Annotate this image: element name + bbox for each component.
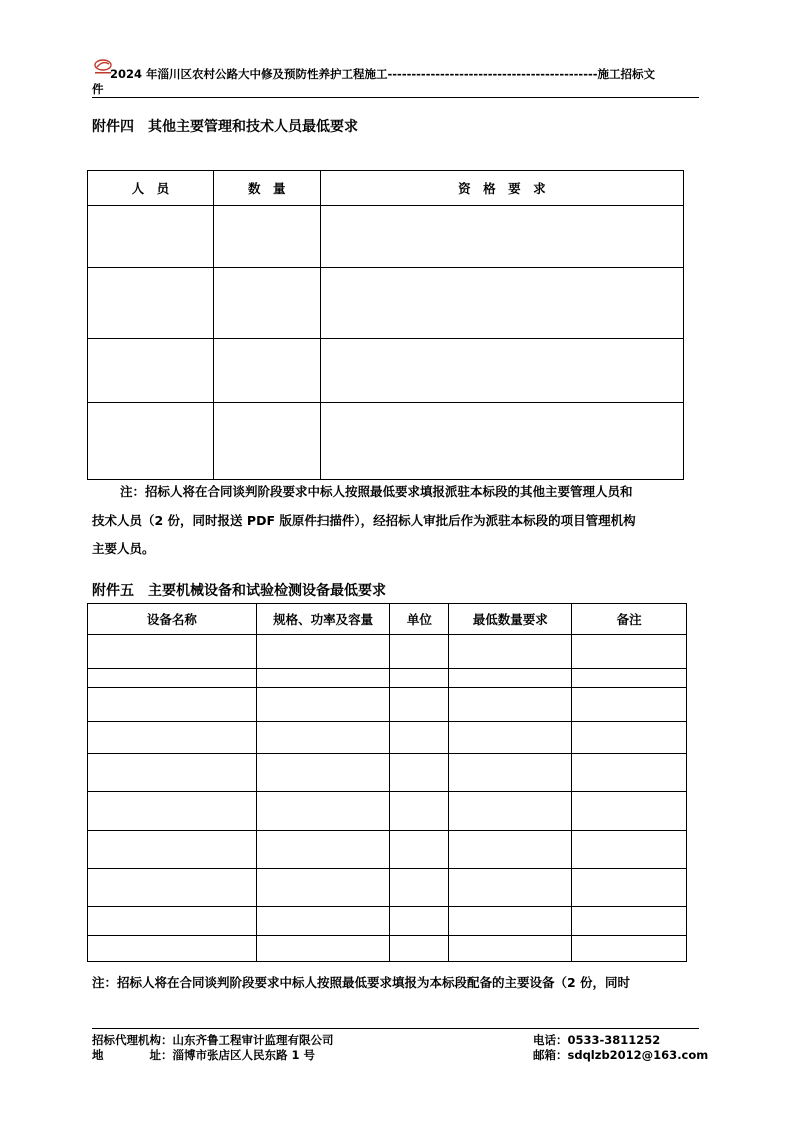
attachment4-note-line3: 主要人员。 <box>92 541 155 556</box>
column-header-equipment-name: 设备名称 <box>88 604 257 635</box>
table-row <box>88 722 687 754</box>
footer-agency-label: 招标代理机构： <box>92 1033 173 1047</box>
attachment5-title: 附件五 主要机械设备和试验检测设备最低要求 <box>92 583 386 599</box>
attachment5-note-line1: 注：招标人将在合同谈判阶段要求中标人按照最低要求填报为本标段配备的主要设备（2 份，同时 <box>92 975 631 990</box>
footer-phone-label: 电话： <box>533 1033 568 1047</box>
footer-phone <box>533 1032 660 1048</box>
footer-agency <box>92 1032 334 1048</box>
column-header-quantity: 数 量 <box>213 171 320 206</box>
table-row <box>88 754 687 792</box>
attachment4-title: 附件四 其他主要管理和技术人员最低要求 <box>92 119 358 135</box>
header-title: 2024 年淄川区农村公路大中修及预防性养护工程施工--------------------------------------------施工招标文 <box>110 67 656 81</box>
table-header-row <box>88 604 687 635</box>
column-header-spec: 规格、功率及容量 <box>256 604 390 635</box>
column-header-personnel: 人 员 <box>88 171 214 206</box>
header-title-continued: 件 <box>92 82 104 96</box>
personnel-table <box>87 170 684 480</box>
header-divider <box>92 97 699 98</box>
footer-agency-value: 山东齐鲁工程审计监理有限公司 <box>172 1033 334 1047</box>
column-header-min-quantity: 最低数量要求 <box>449 604 572 635</box>
attachment4-note-line2: 技术人员（2 份，同时报送 PDF 版原件扫描件），经招标人审批后作为派驻本标段的项目管理机构 <box>92 513 636 528</box>
table-row <box>88 206 684 268</box>
footer-address <box>92 1047 315 1063</box>
column-header-unit: 单位 <box>390 604 449 635</box>
footer-divider <box>92 1028 699 1029</box>
footer-address-value: 淄博市张店区人民东路 1 号 <box>172 1048 316 1062</box>
footer-email-label: 邮箱： <box>533 1048 568 1062</box>
table-row <box>88 907 687 936</box>
footer-phone-value: 0533-3811252 <box>567 1033 661 1047</box>
column-header-remarks: 备注 <box>572 604 687 635</box>
equipment-table <box>87 603 687 962</box>
table-row <box>88 936 687 962</box>
table-row <box>88 831 687 869</box>
table-row <box>88 792 687 831</box>
table-row <box>88 268 684 339</box>
column-header-qualification: 资 格 要 求 <box>320 171 683 206</box>
footer-email <box>533 1047 708 1063</box>
table-row <box>88 403 684 480</box>
table-row <box>88 669 687 688</box>
footer-address-label: 地 址： <box>92 1048 173 1062</box>
attachment4-note-line1: 注：招标人将在合同谈判阶段要求中标人按照最低要求填报派驻本标段的其他主要管理人员和 <box>120 484 633 499</box>
table-row <box>88 635 687 669</box>
table-header-row <box>88 171 684 206</box>
table-row <box>88 869 687 907</box>
table-row <box>88 688 687 722</box>
table-row <box>88 339 684 403</box>
footer-email-value: sdqlzb2012@163.com <box>567 1048 709 1062</box>
